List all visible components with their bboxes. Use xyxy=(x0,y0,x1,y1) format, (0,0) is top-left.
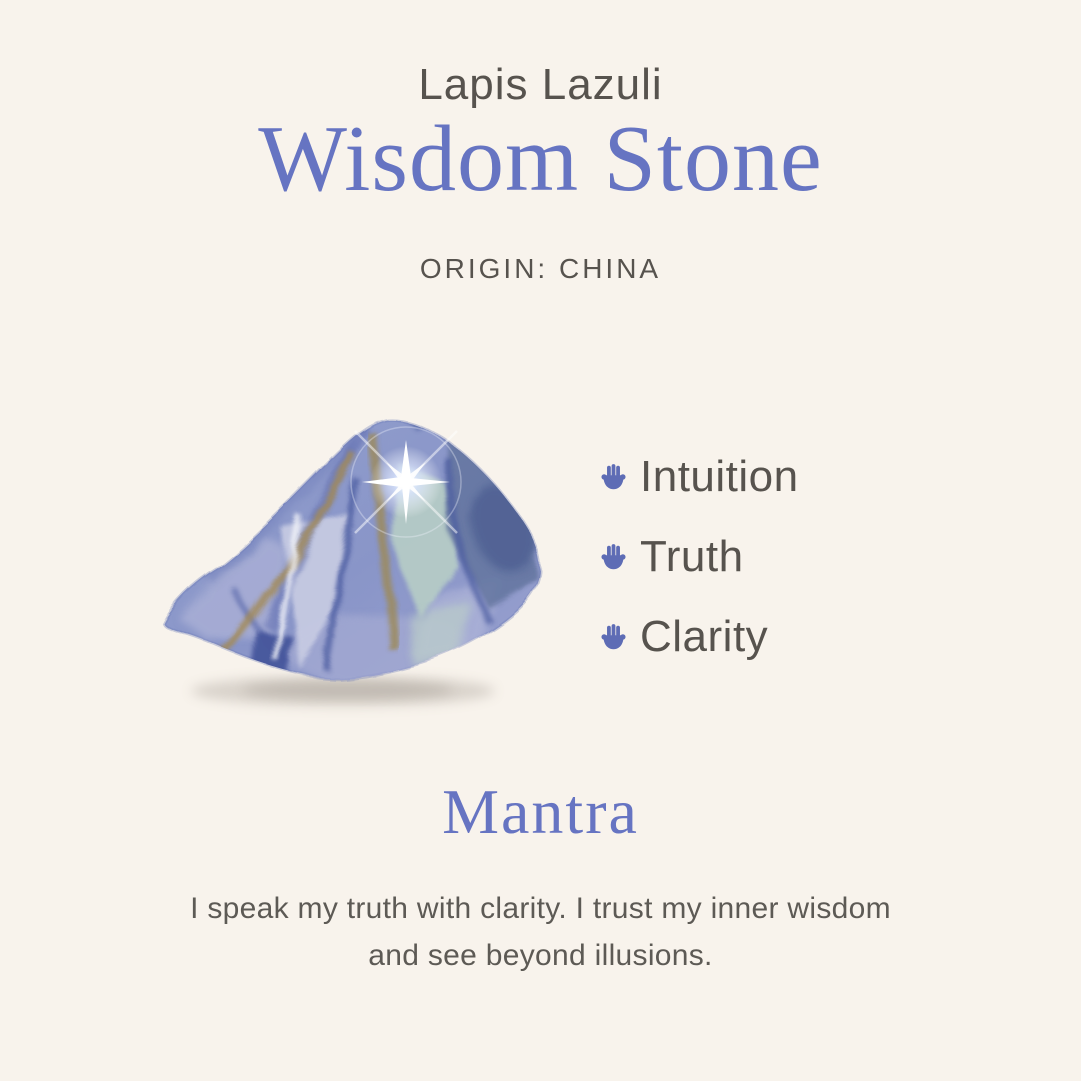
stone-body xyxy=(163,392,547,689)
mantra-line: and see beyond illusions. xyxy=(368,939,713,972)
mantra-line: I speak my truth with clarity. I trust my inner wisdom xyxy=(190,892,891,925)
list-item xyxy=(600,610,799,664)
origin-label: ORIGIN: CHINA xyxy=(419,253,662,284)
mantra-text xyxy=(0,885,1081,979)
hamsa-icon xyxy=(600,463,627,492)
property-label: Truth xyxy=(640,532,744,581)
list-item xyxy=(600,450,799,504)
hamsa-icon xyxy=(600,623,627,652)
page-title: Wisdom Stone xyxy=(258,107,823,211)
list-item xyxy=(600,530,799,584)
mantra-heading: Mantra xyxy=(442,776,639,847)
property-label: Clarity xyxy=(640,612,769,661)
stone-shadow xyxy=(191,676,495,706)
hamsa-icon xyxy=(600,543,627,572)
property-label: Intuition xyxy=(640,452,799,501)
sparkle-icon xyxy=(351,427,461,537)
stone-name: Lapis Lazuli xyxy=(418,60,663,109)
properties-list xyxy=(600,450,799,690)
stone-svg xyxy=(148,378,572,718)
lapis-lazuli-illustration xyxy=(148,378,572,718)
